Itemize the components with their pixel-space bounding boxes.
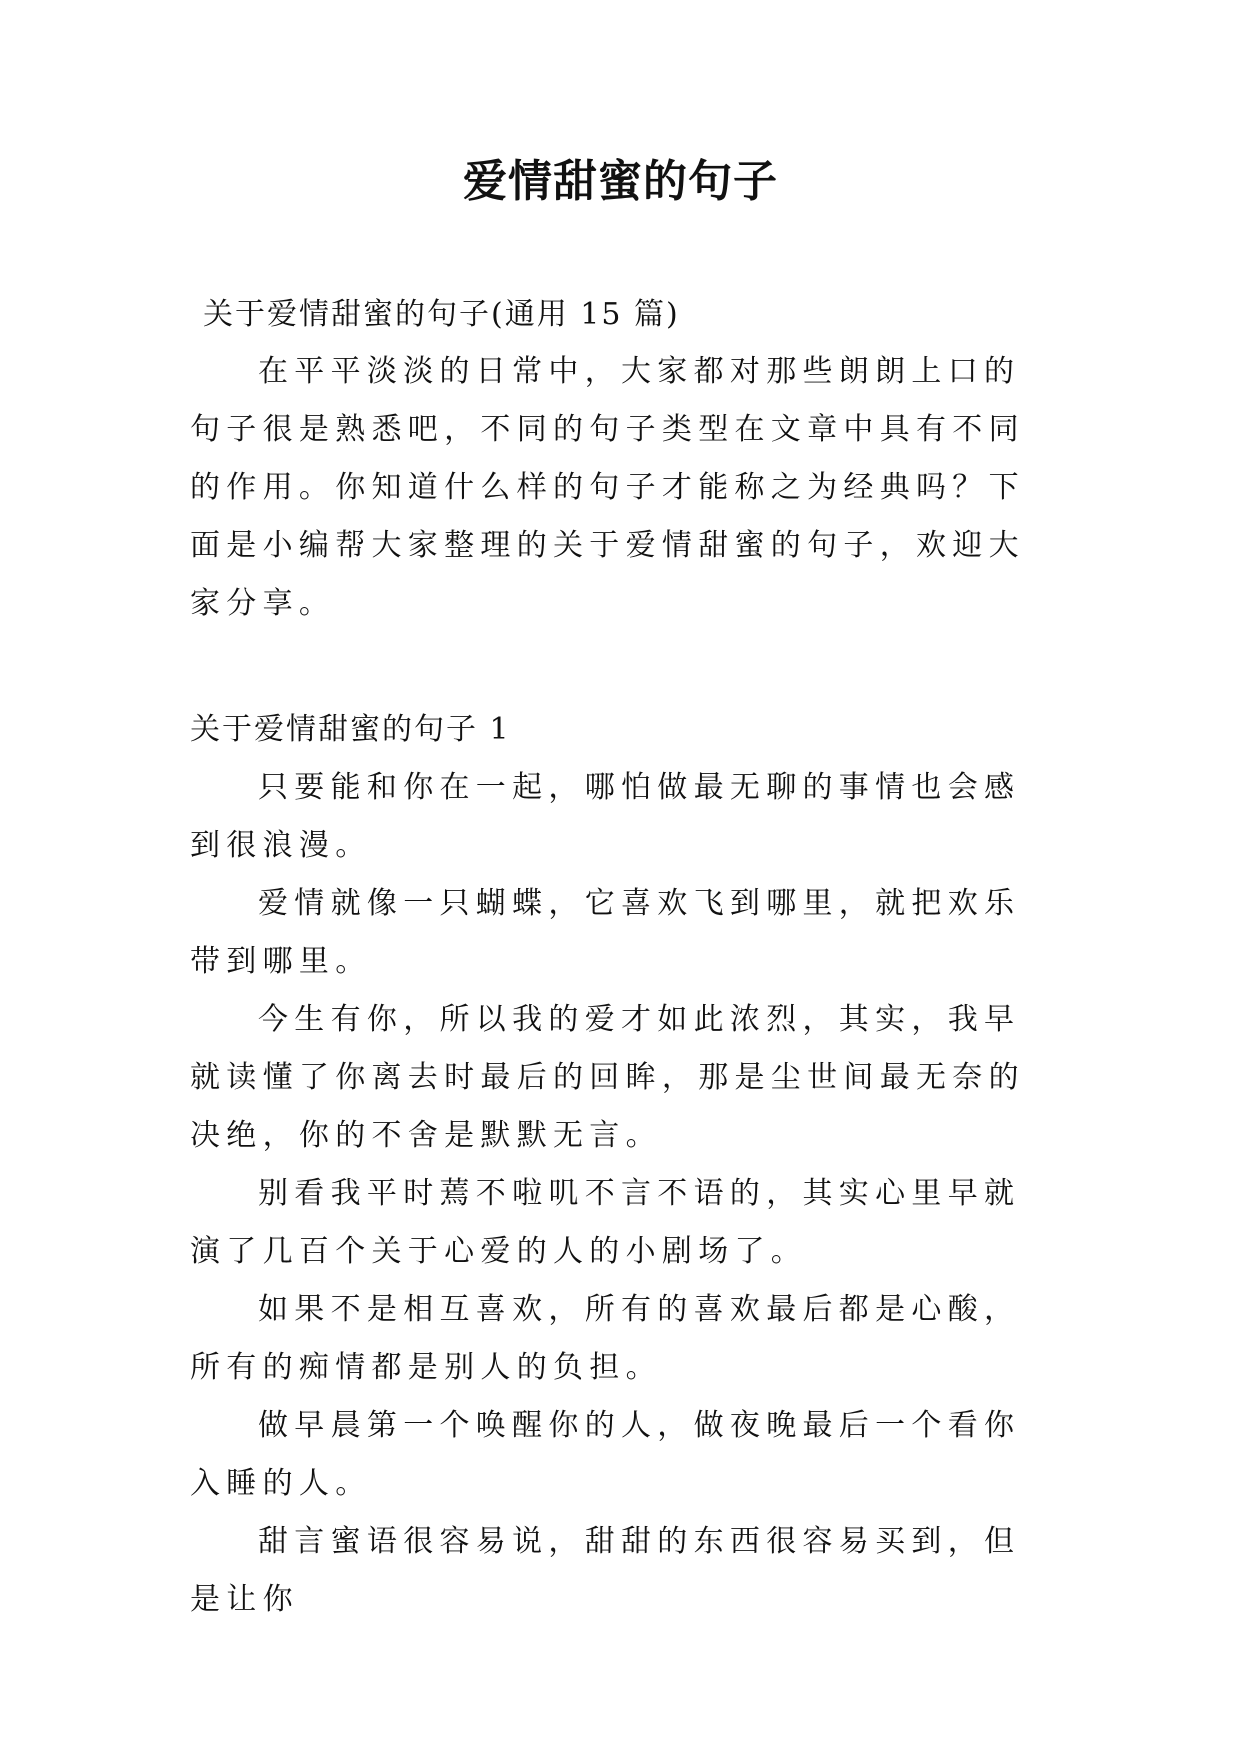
paragraph: 如果不是相互喜欢，所有的喜欢最后都是心酸，所有的痴情都是别人的负担。 — [190, 1292, 1021, 1385]
intro-paragraph: 在平平淡淡的日常中，大家都对那些朗朗上口的句子很是熟悉吧，不同的句子类型在文章中具有不同的作用。你知道什么样的句子才能称之为经典吗？下面是小编帮大家整理的关于爱情甜蜜的句子，欢迎大家分享。 — [190, 354, 1025, 621]
intro-block — [190, 343, 1050, 633]
paragraph: 只要能和你在一起，哪怕做最无聊的事情也会感到很浪漫。 — [190, 770, 1021, 863]
page-title: 爱情甜蜜的句子 — [463, 156, 778, 207]
section-heading: 关于爱情甜蜜的句子 1 — [190, 712, 511, 747]
paragraph: 别看我平时蔫不啦叽不言不语的，其实心里早就演了几百个关于心爱的人的小剧场了。 — [190, 1176, 1021, 1269]
section-block — [190, 701, 1050, 1629]
paragraph: 甜言蜜语很容易说，甜甜的东西很容易买到，但是让你 — [190, 1524, 1021, 1617]
paragraph: 今生有你，所以我的爱才如此浓烈，其实，我早就读懂了你离去时最后的回眸，那是尘世间最无奈的决绝，你的不舍是默默无言。 — [190, 1002, 1025, 1153]
paragraph: 做早晨第一个唤醒你的人，做夜晚最后一个看你入睡的人。 — [190, 1408, 1021, 1501]
document-subtitle: 关于爱情甜蜜的句子(通用 15 篇) — [203, 297, 680, 332]
paragraph: 爱情就像一只蝴蝶，它喜欢飞到哪里，就把欢乐带到哪里。 — [190, 886, 1021, 979]
